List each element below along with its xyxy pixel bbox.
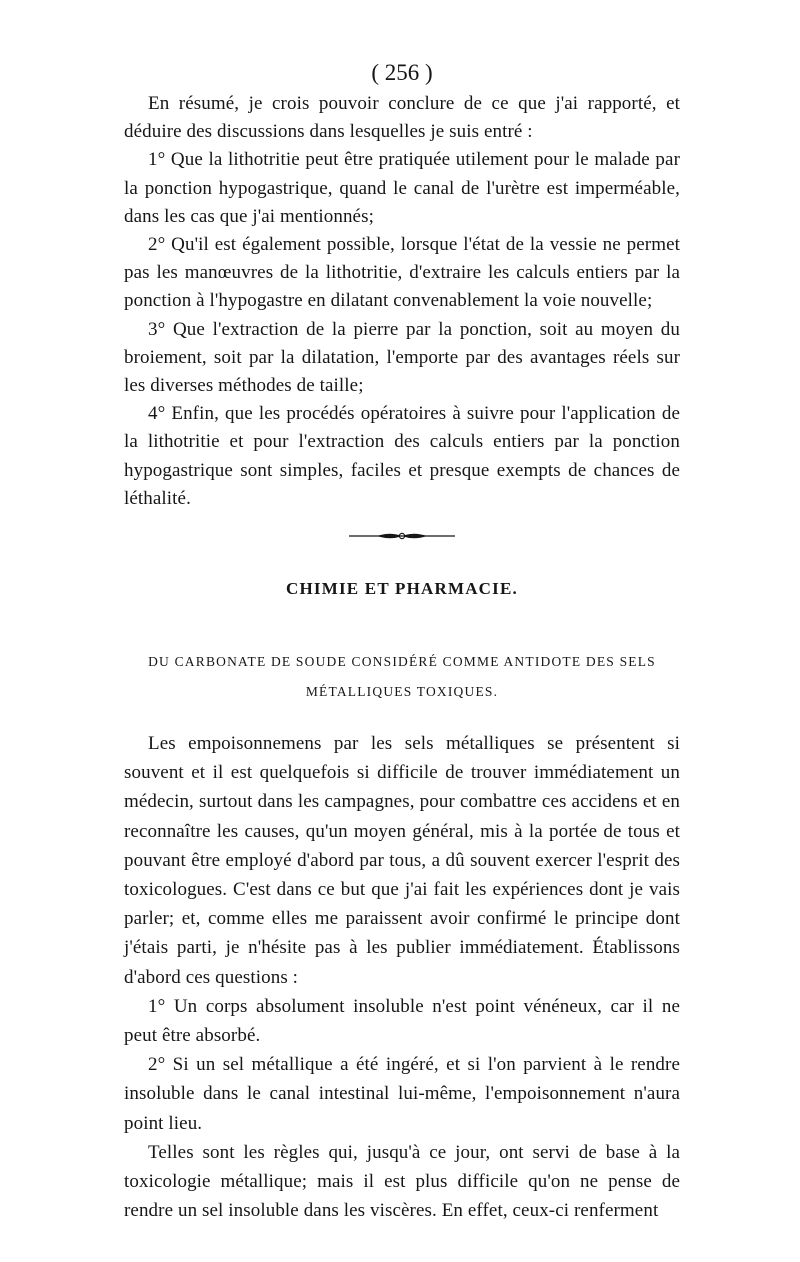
article-rule-2: 2° Si un sel métallique a été ingéré, et si l'on parvient à le rendre insoluble dans le canal intestinal lui-même, l'empoisonnement n'aura point lieu. <box>124 1054 680 1134</box>
conclusion-point-2: 2° Qu'il est également possible, lorsque l'état de la vessie ne permet pas les manœuvres de la lithotritie, d'extraire les calculs entiers par la ponction à l'hypogastre en dilatant convenablement la voie nouvelle; <box>124 234 680 312</box>
conclusion-section <box>124 90 680 513</box>
page-number: ( 256 ) <box>371 60 433 85</box>
article-title-line-2: MÉTALLIQUES TOXIQUES. <box>305 684 499 700</box>
conclusion-point-1: 1° Que la lithotritie peut être pratiquée utilement pour le malade par la ponction hypogastrique, quand le canal de l'urètre est imperméable, dans les cas que j'ai mentionnés; <box>124 149 680 227</box>
book-page <box>124 58 680 1226</box>
intro-paragraph: En résumé, je crois pouvoir conclure de ce que j'ai rapporté, et déduire des discussions dans lesquelles je suis entré : <box>124 93 680 143</box>
article-paragraph-1: Les empoisonnemens par les sels métalliques se présentent si souvent et il est quelquefois si difficile de trouver immédiatement un médecin, surtout dans les campagnes, pour combattre ces accidens et en reconnaître les causes, qu'un moyen général, mis à la portée de tous et pouvant être employé d'abord par tous, a dû souvent exercer l'esprit des toxicologues. C'est dans ce but que j'ai fait les expériences dont je vais parler; et, comme elles me paraissent avoir confirmé le principe dont j'étais parti, je n'hésite pas à les publier immédiatement. Établissons d'abord ces questions : <box>124 733 680 988</box>
section-title: CHIMIE ET PHARMACIE. <box>286 579 518 599</box>
article-title <box>124 647 680 707</box>
article-rule-1: 1° Un corps absolument insoluble n'est point vénéneux, car il ne peut être absorbé. <box>124 995 680 1047</box>
article-title-line-1: DU CARBONATE DE SOUDE CONSIDÉRÉ COMME ANTIDOTE DES SELS <box>148 654 656 670</box>
ornamental-divider <box>124 529 680 543</box>
article-paragraph-2: Telles sont les règles qui, jusqu'à ce jour, ont servi de base à la toxicologie métallique; mais il est plus difficile qu'on ne pense de rendre un sel insoluble dans les viscères. En effet, ceux-ci renferment <box>124 1141 680 1222</box>
conclusion-point-3: 3° Que l'extraction de la pierre par la ponction, soit au moyen du broiement, soit par la dilatation, l'emporte par des avantages réels sur les diverses méthodes de taille; <box>124 318 680 397</box>
article-body <box>124 729 680 1225</box>
divider-ornament-icon <box>347 529 457 543</box>
conclusion-point-4: 4° Enfin, que les procédés opératoires à suivre pour l'application de la lithotritie et pour l'extraction des calculs entiers par la ponction hypogastrique sont simples, faciles et presque exempts de chances de léthalité. <box>124 403 680 509</box>
